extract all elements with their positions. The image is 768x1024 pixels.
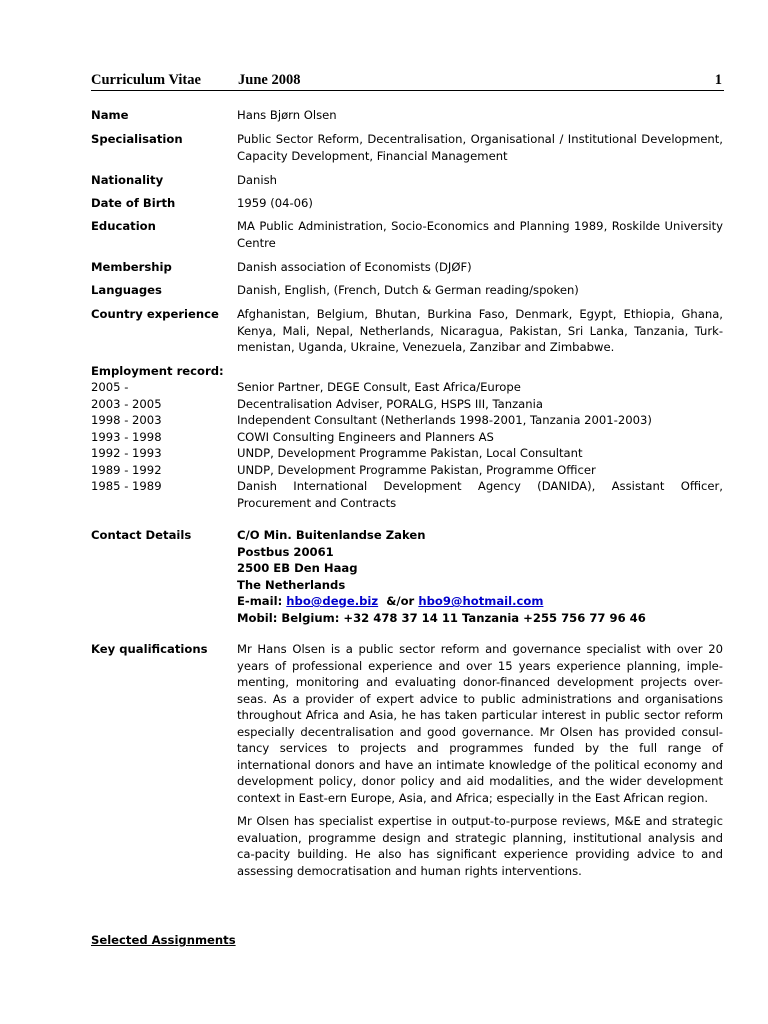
specialisation-label: Specialisation <box>91 132 183 146</box>
mobile-line: Mobil: Belgium: +32 478 37 14 11 Tanzania +255 756 77 96 46 <box>237 610 646 625</box>
dob-label: Date of Birth <box>91 196 176 210</box>
employment-years: 2005 - <box>91 380 129 394</box>
country-label: Country experience <box>91 307 219 321</box>
employment-role: Decentralisation Adviser, PORALG, HSPS III, Tanzania <box>237 396 543 411</box>
employment-years: 1992 - 1993 <box>91 446 162 460</box>
education-value: MA Public Administration, Socio-Economics and Planning 1989, Roskilde University Centre <box>237 219 723 250</box>
qualifications-paragraph: Mr Olsen has specialist expertise in output-to-purpose reviews, M&E and strategic evaluation, programme design and strategic planning, institutional analysis and ca-pacity building. He also has significant experience providing advice to and assessing democratisation and human rights interventions. <box>237 814 723 878</box>
employment-role: Independent Consultant (Netherlands 1998-2001, Tanzania 2001-2003) <box>237 413 652 427</box>
address-line: 2500 EB Den Haag <box>237 561 358 575</box>
dob-value: 1959 (04-06) <box>237 196 313 210</box>
employment-years: 1989 - 1992 <box>91 462 162 477</box>
education-label: Education <box>91 219 156 233</box>
nationality-value: Danish <box>237 173 277 187</box>
name-value: Hans Bjørn Olsen <box>237 108 337 122</box>
page-number: 1 <box>714 72 722 88</box>
employment-label: Employment record: <box>91 364 224 378</box>
membership-label: Membership <box>91 260 172 274</box>
languages-value: Danish, English, (French, Dutch & German reading/spoken) <box>237 283 579 297</box>
employment-years: 2003 - 2005 <box>91 396 162 411</box>
name-label: Name <box>91 108 129 122</box>
email-link-secondary[interactable]: hbo9@hotmail.com <box>418 594 544 608</box>
employment-years: 1998 - 2003 <box>91 413 162 427</box>
contact-details <box>237 527 723 626</box>
email-line <box>237 593 723 610</box>
employment-years: 1985 - 1989 <box>91 479 162 493</box>
employment-role: UNDP, Development Programme Pakistan, Local Consultant <box>237 446 583 460</box>
address-line: C/O Min. Buitenlandse Zaken <box>237 528 426 542</box>
employment-role: COWI Consulting Engineers and Planners AS <box>237 429 494 444</box>
contact-label: Contact Details <box>91 528 192 542</box>
header-date: June 2008 <box>238 72 301 88</box>
membership-value: Danish association of Economists (DJØF) <box>237 260 472 274</box>
country-value: Afghanistan, Belgium, Bhutan, Burkina Faso, Denmark, Egypt, Ethiopia, Ghana, Kenya, Mali, Nepal, Netherlands, Nicaragua, Pakistan, Sri Lanka, Tanzania, Turk-menistan, Uganda, Ukraine, Venezuela, Zanzibar and Zimbabwe. <box>237 307 723 354</box>
nationality-label: Nationality <box>91 173 164 187</box>
employment-years: 1993 - 1998 <box>91 429 162 444</box>
address-line: The Netherlands <box>237 577 346 592</box>
email-separator: &/or <box>386 594 415 608</box>
languages-label: Languages <box>91 283 162 297</box>
page-header <box>91 71 724 91</box>
qualifications-text <box>237 641 723 879</box>
employment-role: UNDP, Development Programme Pakistan, Programme Officer <box>237 462 596 477</box>
email-link-primary[interactable]: hbo@dege.biz <box>286 594 379 608</box>
selected-assignments-heading: Selected Assignments <box>91 933 236 947</box>
employment-role: Senior Partner, DEGE Consult, East Africa/Europe <box>237 380 521 394</box>
employment-role: Danish International Development Agency (DANIDA), Assistant Officer, Procurement and Contracts <box>237 479 723 510</box>
qualifications-label: Key qualifications <box>91 642 208 656</box>
specialisation-value: Public Sector Reform, Decentralisation, Organisational / Institutional Development, Capacity Development, Financial Management <box>237 132 723 163</box>
header-title: Curriculum Vitae <box>91 72 201 88</box>
qualifications-paragraph: Mr Hans Olsen is a public sector reform and governance specialist with over 20 years of professional experience and over 15 years experience planning, imple-menting, monitoring and evaluating donor-financed development projects over-seas. As a provider of expert advice to public administrations and organisations throughout Africa and Asia, he has taken particular interest in public sector reform especially decentralisation and good governance. Mr Olsen has provided consul-tancy services to projects and programmes funded by the full range of international donors and have an intimate knowledge of the political economy and development policy, donor policy and aid modalities, and the wider development context in East-ern Europe, Asia, and Africa; especially in the East African region. <box>237 642 723 805</box>
email-prefix: E-mail: <box>237 594 283 608</box>
address-line: Postbus 20061 <box>237 544 334 559</box>
